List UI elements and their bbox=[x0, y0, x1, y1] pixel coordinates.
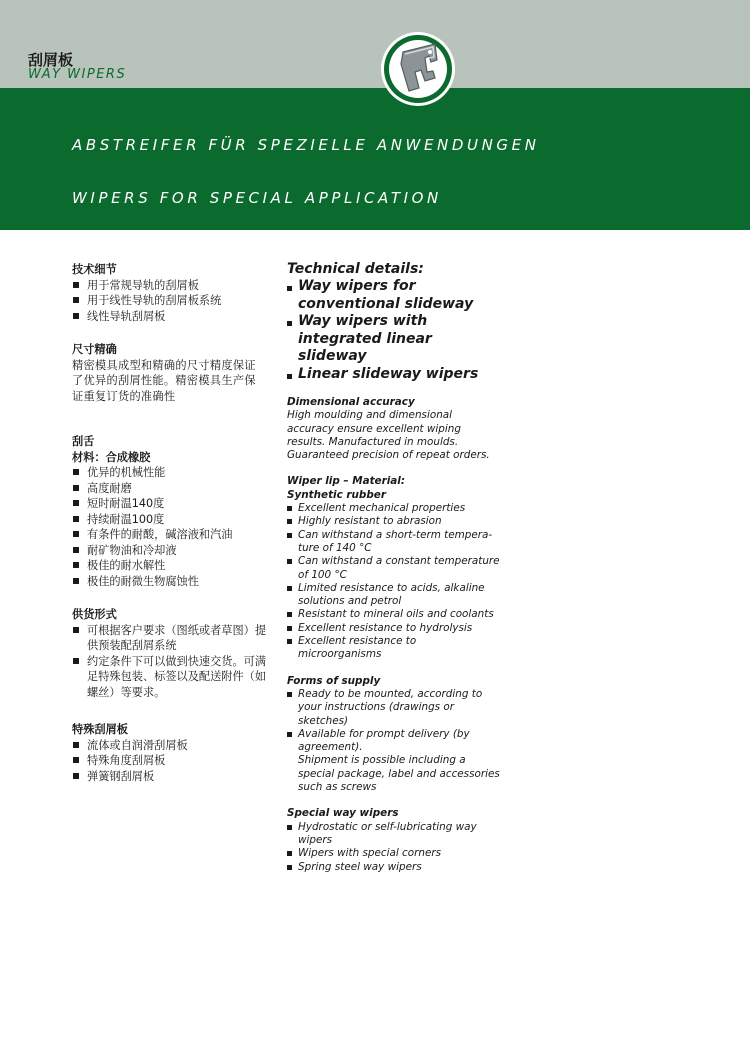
bullet-icon bbox=[73, 531, 79, 537]
list-item bbox=[72, 465, 267, 481]
bullet-icon bbox=[73, 469, 79, 475]
list-item bbox=[72, 574, 267, 590]
bullet-icon bbox=[73, 658, 79, 664]
bullet-icon bbox=[287, 586, 292, 591]
english-column bbox=[287, 261, 502, 887]
list-item-text: 弹簧钢刮屑板 bbox=[87, 769, 155, 783]
list-item bbox=[72, 278, 267, 294]
list-item bbox=[287, 366, 502, 384]
list-item bbox=[72, 527, 267, 543]
en-special-heading: Special way wipers bbox=[287, 807, 399, 820]
bullet-icon bbox=[73, 297, 79, 303]
list-item-text: 高度耐磨 bbox=[87, 481, 132, 495]
bullet-icon bbox=[73, 578, 79, 584]
list-item bbox=[287, 582, 502, 609]
cn-tech-section bbox=[72, 262, 267, 324]
en-dim-section bbox=[287, 396, 502, 462]
cn-supply-heading: 供货形式 bbox=[72, 608, 117, 621]
list-item bbox=[287, 622, 502, 635]
list-item-text: 耐矿物油和冷却液 bbox=[87, 543, 177, 557]
list-item bbox=[287, 608, 502, 621]
bullet-icon bbox=[287, 506, 292, 511]
bullet-icon bbox=[287, 732, 292, 737]
list-item bbox=[72, 496, 267, 512]
list-item-text: Resistant to mineral oils and coolants bbox=[298, 608, 494, 621]
bullet-icon bbox=[73, 516, 79, 522]
bullet-icon bbox=[287, 865, 292, 870]
bullet-icon bbox=[287, 559, 292, 564]
list-item bbox=[72, 512, 267, 528]
cn-lip-heading: 刮舌 bbox=[72, 435, 95, 448]
cn-lip-section bbox=[72, 434, 267, 589]
list-item-text: Spring steel way wipers bbox=[298, 860, 422, 873]
headline-german: ABSTREIFER FÜR SPEZIELLE ANWENDUNGEN bbox=[72, 136, 540, 154]
list-item-text: 持续耐温100度 bbox=[87, 512, 165, 526]
bullet-icon bbox=[73, 742, 79, 748]
bullet-icon bbox=[287, 612, 292, 617]
list-item bbox=[287, 313, 502, 366]
bullet-icon bbox=[73, 773, 79, 779]
list-item-text: Available for prompt delivery (by agreement). bbox=[298, 727, 470, 754]
bullet-icon bbox=[73, 547, 79, 553]
list-item-text: 约定条件下可以做到快速交货。可满足特殊包装、标签以及配送附件（如螺丝）等要求。 bbox=[87, 654, 267, 699]
list-item-text: 短时耐温140度 bbox=[87, 497, 165, 510]
bullet-icon bbox=[73, 313, 79, 319]
list-item bbox=[72, 753, 267, 769]
bullet-icon bbox=[287, 639, 292, 644]
cn-dim-section bbox=[72, 342, 267, 404]
list-item-text: 流体或自润滑刮屑板 bbox=[87, 738, 188, 752]
bullet-icon bbox=[287, 286, 292, 291]
list-item bbox=[287, 821, 502, 848]
list-item-text: Can withstand a constant temperature of 100 °C bbox=[298, 555, 500, 581]
list-item bbox=[287, 515, 502, 528]
list-item-text: Limited resistance to acids, alkaline solutions and petrol bbox=[298, 581, 485, 608]
cn-special-heading: 特殊刮屑板 bbox=[72, 723, 128, 736]
bullet-icon bbox=[287, 374, 292, 379]
list-item-text: 特殊角度刮屑板 bbox=[87, 754, 166, 767]
list-item bbox=[72, 293, 267, 309]
list-item bbox=[72, 543, 267, 559]
list-item-text: 用于线性导轨的刮屑板系统 bbox=[87, 294, 222, 307]
title-band bbox=[0, 88, 750, 230]
en-lip-material: Synthetic rubber bbox=[287, 488, 386, 501]
list-item-text: 线性导轨刮屑板 bbox=[87, 309, 166, 323]
bullet-icon bbox=[73, 562, 79, 568]
list-item-text: Can withstand a short-term tempera- ture of 140 °C bbox=[298, 528, 493, 554]
en-dim-text: High moulding and dimensional accuracy ensure excellent wiping results. Manufactured in moulds. Guaranteed precision of repeat orders. bbox=[287, 409, 490, 462]
en-tech-title: Technical details: bbox=[287, 261, 424, 277]
bullet-icon bbox=[287, 692, 292, 697]
list-item-text: 极佳的耐微生物腐蚀性 bbox=[87, 574, 199, 588]
cn-supply-section bbox=[72, 607, 267, 700]
bullet-icon bbox=[73, 485, 79, 491]
en-special-section bbox=[287, 807, 502, 873]
en-lip-section bbox=[287, 475, 502, 661]
way-wiper-profile-icon bbox=[379, 30, 457, 108]
bullet-icon bbox=[287, 519, 292, 524]
list-item-text: Excellent resistance to microorganisms bbox=[298, 635, 417, 661]
bullet-icon bbox=[287, 851, 292, 856]
en-supply-extra: Shipment is possible including a special package, label and accessories such as screws bbox=[298, 754, 500, 794]
list-item bbox=[72, 738, 267, 754]
list-item-text: 用于常规导轨的刮屑板 bbox=[87, 278, 199, 292]
list-item-text: Highly resistant to abrasion bbox=[298, 515, 442, 528]
list-item bbox=[287, 278, 502, 313]
list-item bbox=[72, 623, 267, 654]
list-item bbox=[287, 688, 502, 728]
list-item-text: Way wipers for conventional slideway bbox=[298, 278, 474, 312]
list-item bbox=[287, 635, 502, 662]
cn-lip-material: 材料：合成橡胶 bbox=[72, 450, 151, 464]
bullet-icon bbox=[287, 825, 292, 830]
cn-dim-heading: 尺寸精确 bbox=[72, 343, 117, 356]
en-supply-heading: Forms of supply bbox=[287, 674, 381, 687]
list-item bbox=[287, 847, 502, 860]
bullet-icon bbox=[73, 627, 79, 633]
en-dim-heading: Dimensional accuracy bbox=[287, 396, 415, 408]
list-item-text: 优异的机械性能 bbox=[87, 466, 166, 479]
list-item-text: 有条件的耐酸，碱溶液和汽油 bbox=[87, 528, 233, 541]
en-supply-section bbox=[287, 675, 502, 795]
list-item-text: 极佳的耐水解性 bbox=[87, 559, 166, 572]
list-item bbox=[287, 502, 502, 515]
list-item-text: Excellent mechanical properties bbox=[298, 502, 466, 515]
list-item bbox=[287, 861, 502, 874]
list-item-text: Wipers with special corners bbox=[298, 847, 442, 860]
chinese-column bbox=[72, 262, 267, 802]
list-item-text: Ready to be mounted, according to your instructions (drawings or sketches) bbox=[298, 687, 483, 727]
headline-english: WIPERS FOR SPECIAL APPLICATION bbox=[72, 189, 442, 207]
list-item bbox=[72, 558, 267, 574]
list-item bbox=[72, 654, 267, 701]
bullet-icon bbox=[73, 500, 79, 506]
list-item-text: 可根据客户要求（图纸或者草图）提供预装配刮屑系统 bbox=[87, 623, 267, 652]
bullet-icon bbox=[287, 321, 292, 326]
list-item bbox=[287, 529, 502, 556]
list-item-text: Linear slideway wipers bbox=[298, 365, 479, 382]
cn-tech-heading: 技术细节 bbox=[72, 263, 117, 276]
list-item bbox=[72, 769, 267, 785]
cn-special-section bbox=[72, 722, 267, 784]
list-item-text: Hydrostatic or self-lubricating way wipers bbox=[298, 820, 477, 846]
list-item bbox=[72, 481, 267, 497]
brand-title-cn: 刮屑板 bbox=[28, 51, 74, 69]
bullet-icon bbox=[73, 757, 79, 763]
list-item bbox=[72, 309, 267, 325]
list-item bbox=[287, 555, 502, 582]
en-lip-heading: Wiper lip – Material: bbox=[287, 475, 406, 488]
list-item-text: Excellent resistance to hydrolysis bbox=[298, 621, 473, 634]
list-item-text: Way wipers with integrated linear slideway bbox=[298, 313, 432, 364]
bullet-icon bbox=[287, 626, 292, 631]
bullet-icon bbox=[73, 282, 79, 288]
bullet-icon bbox=[287, 533, 292, 538]
brand-title-en: WAY WIPERS bbox=[28, 67, 127, 82]
cn-dim-text: 精密模具成型和精确的尺寸精度保证了优异的刮屑性能。精密模具生产保证重复订货的准确性 bbox=[72, 358, 256, 403]
list-item bbox=[287, 728, 502, 755]
